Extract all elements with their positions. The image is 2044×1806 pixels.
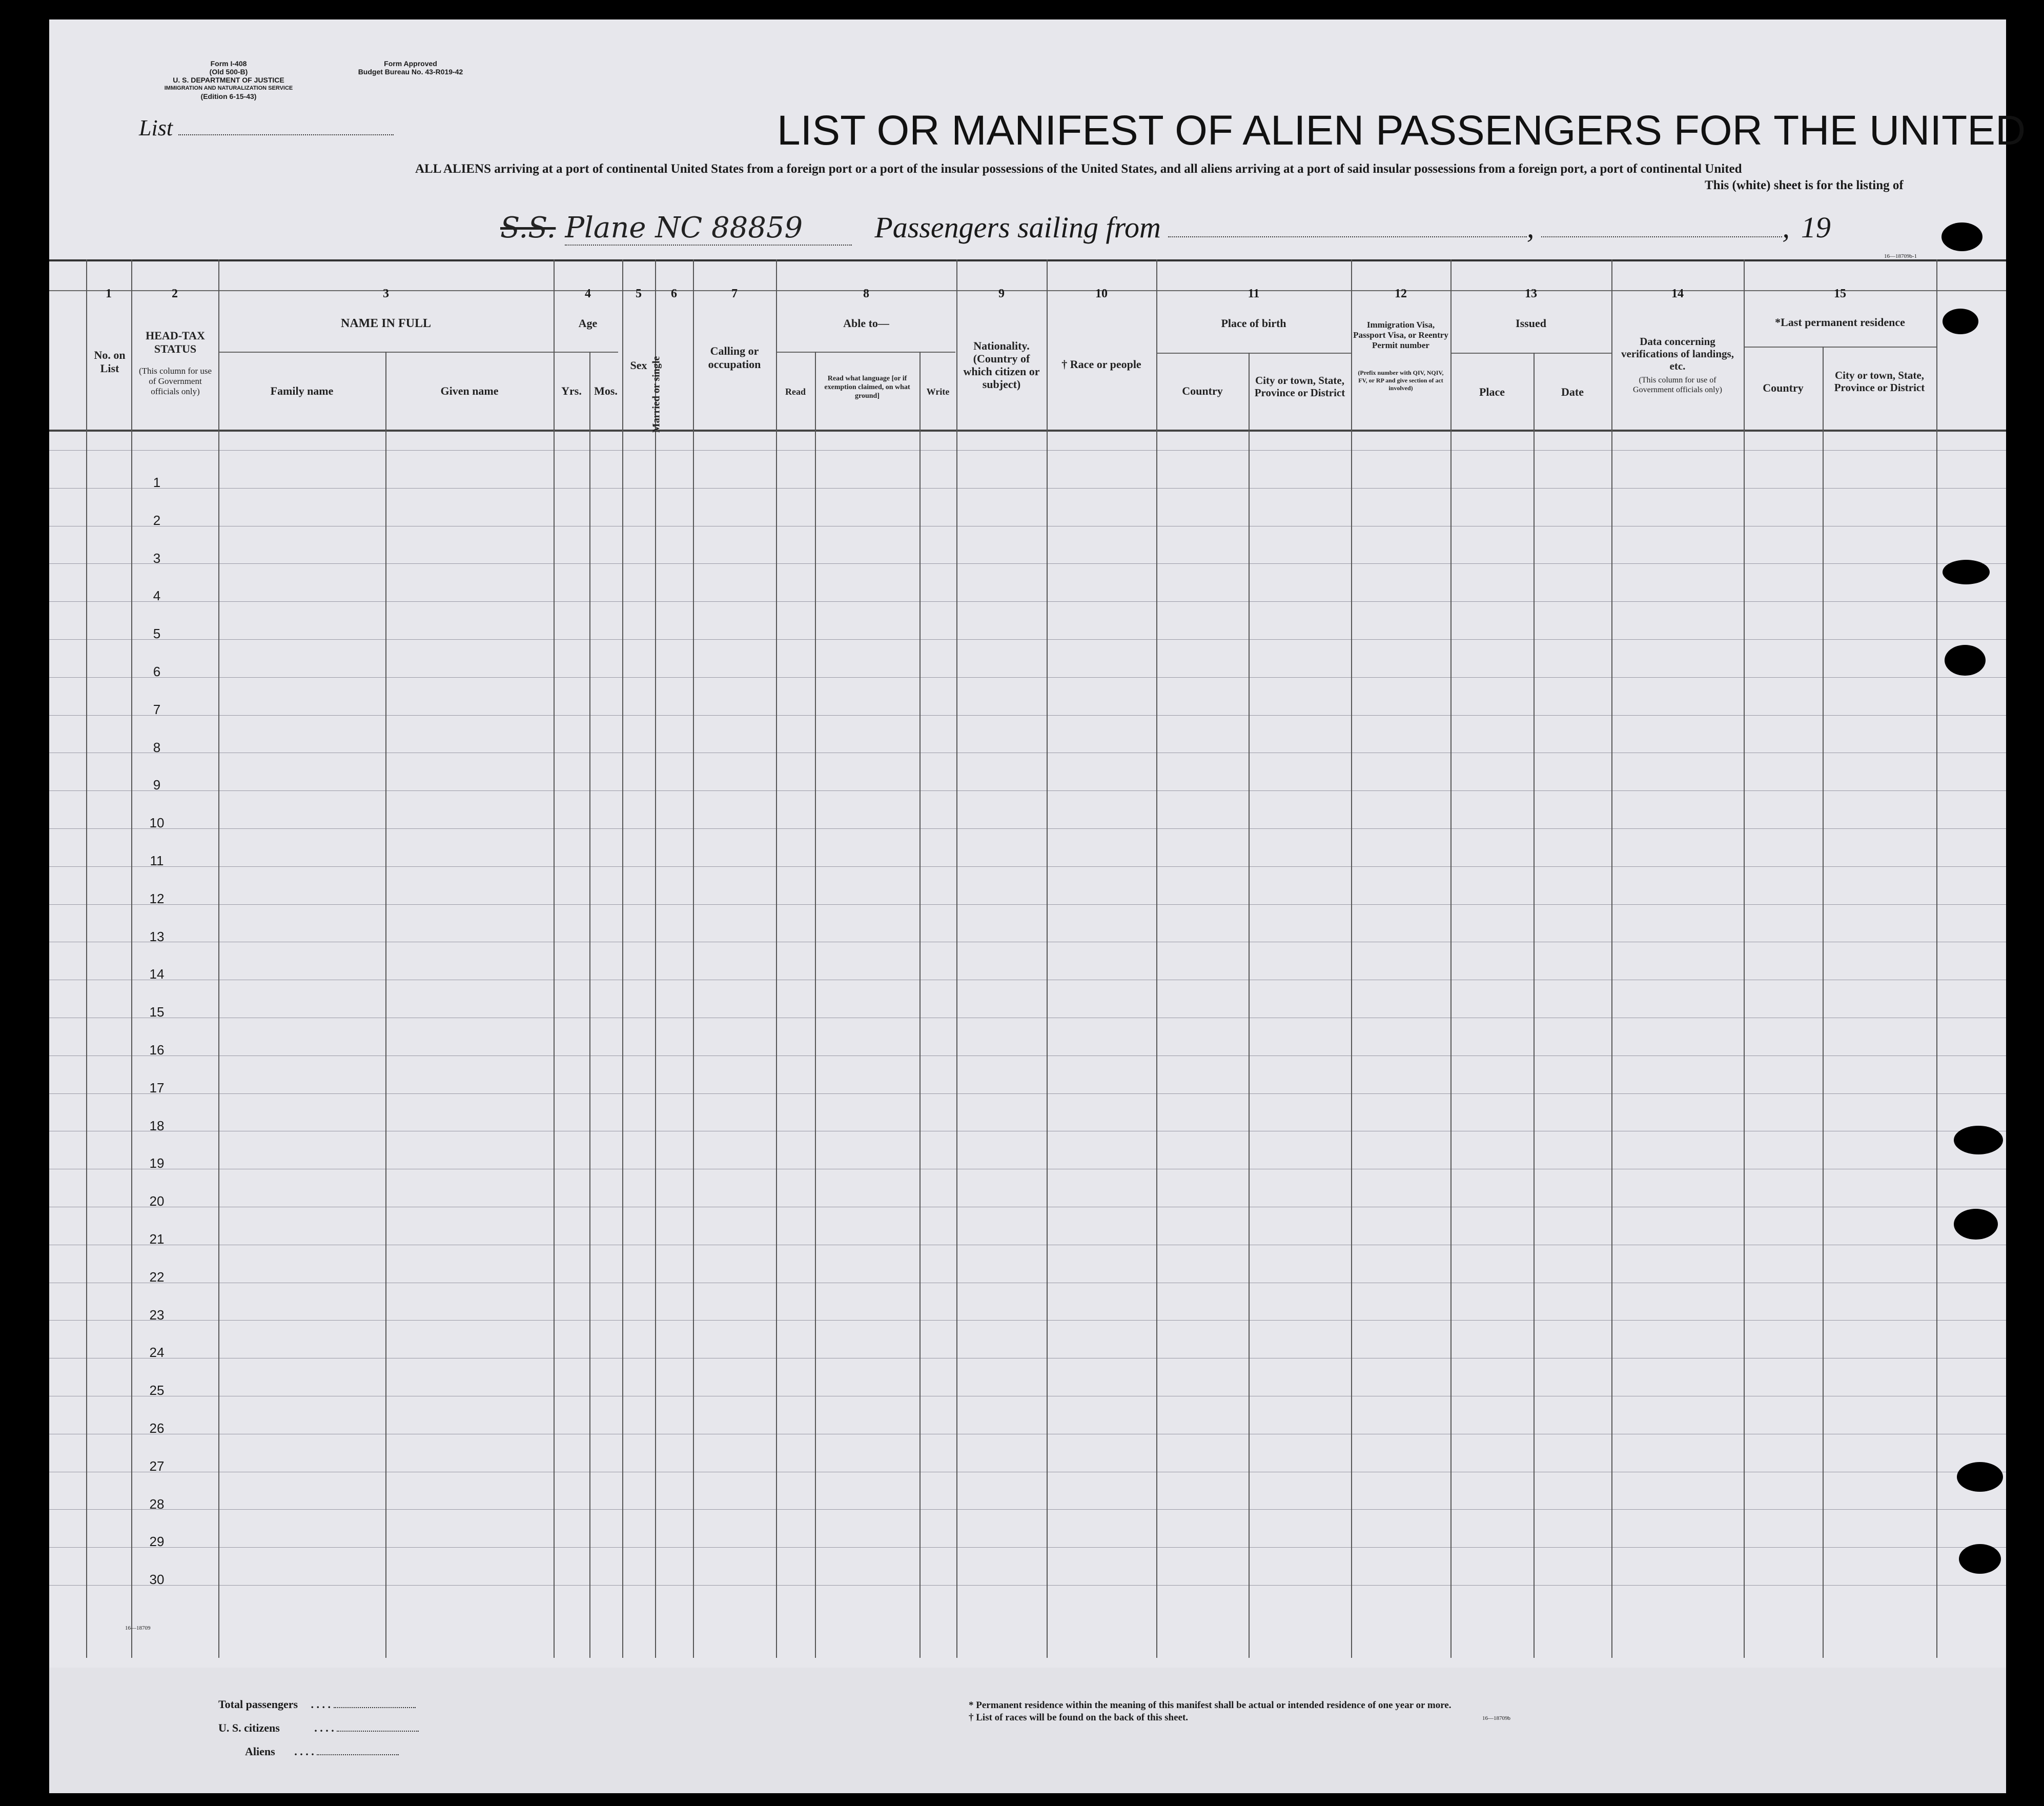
hdr-birth-country: Country	[1182, 384, 1223, 397]
col-line-j	[776, 259, 777, 1658]
row-number: 23	[149, 1307, 165, 1323]
edition-text: (Edition 6-15-43)	[200, 92, 257, 100]
col-line-m	[956, 259, 957, 1658]
punch-hole	[1943, 309, 1978, 334]
row-number: 20	[149, 1193, 165, 1209]
row-number: 26	[149, 1421, 165, 1436]
row-number: 17	[149, 1080, 165, 1095]
punch-hole	[1954, 1209, 1998, 1240]
row-rule	[49, 828, 2006, 829]
punch-hole	[1943, 560, 1990, 584]
punch-hole	[1957, 1462, 2003, 1492]
row-number: 6	[153, 664, 161, 679]
ship-name-handwritten: Plane NC 88859	[565, 211, 852, 246]
row-rule	[49, 904, 2006, 905]
hdr-able-to: Able to—	[843, 317, 889, 330]
row-rule	[49, 866, 2006, 867]
colnum-11: 11	[1248, 287, 1260, 300]
birth-subrule	[1156, 353, 1351, 354]
colnum-8: 8	[863, 287, 869, 300]
header-bottom-rule	[49, 430, 2006, 432]
row-rule	[49, 1509, 2006, 1510]
hdr-race: † Race or people	[1061, 358, 1141, 371]
punch-hole	[1945, 645, 1986, 676]
colnum-3: 3	[383, 287, 389, 300]
able-subrule	[776, 352, 955, 353]
subtitle-line-2: This (white) sheet is for the listing of	[1705, 178, 1904, 192]
footnote-permanent: * Permanent residence within the meaning of this manifest shall be actual or intended residence of one year or more.	[969, 1700, 1452, 1711]
colnum-15: 15	[1834, 287, 1846, 300]
row-rule	[49, 715, 2006, 716]
hdr-yrs: Yrs.	[561, 384, 582, 397]
colnum-6: 6	[671, 287, 677, 300]
punch-hole	[1959, 1544, 2001, 1574]
col-line-c	[218, 259, 219, 1658]
col-line-r	[1450, 259, 1452, 1658]
row-rule	[49, 1547, 2006, 1548]
hdr-nationality: Nationality. (Country of which citizen or subject)	[963, 339, 1040, 391]
col-line-b	[131, 259, 132, 1658]
hdr-name-in-full: NAME IN FULL	[340, 317, 431, 330]
col-line-i	[693, 259, 694, 1658]
aliens-label: Aliens	[245, 1745, 275, 1758]
row-number: 8	[153, 740, 161, 755]
row-rule	[49, 450, 2006, 451]
row-rule	[49, 563, 2006, 564]
aliens-row	[245, 1745, 399, 1758]
row-number: 22	[149, 1269, 165, 1285]
colnum-2: 2	[172, 287, 178, 300]
row-number: 7	[153, 702, 161, 717]
page-title: LIST OR MANIFEST OF ALIEN PASSENGERS FOR THE UNITED	[777, 107, 2026, 154]
issued-subrule	[1450, 353, 1611, 354]
col-line-e	[554, 259, 555, 1658]
col-line-f	[589, 352, 590, 1658]
punch-hole	[1954, 1126, 2003, 1154]
row-number: 10	[149, 815, 165, 830]
col-line-t	[1611, 259, 1612, 1658]
aliens-blank	[317, 1754, 399, 1755]
row-number: 2	[153, 513, 161, 528]
hdr-data-concerning: Data concerning verifications of landings, etc.	[1621, 335, 1734, 372]
hdr-last-residence: *Last permanent residence	[1775, 316, 1905, 329]
row-number: 15	[149, 1004, 165, 1020]
hdr-res-city: City or town, State, Province or District	[1834, 369, 1925, 394]
punch-hole	[1941, 222, 1982, 251]
col-line-v	[1823, 347, 1824, 1658]
col-line-d	[385, 352, 386, 1658]
list-label: List	[139, 115, 173, 140]
form-id-block	[162, 59, 295, 100]
col-line-q	[1351, 259, 1352, 1658]
col-line-o	[1156, 259, 1157, 1658]
print-code: 16—18709b-1	[1884, 253, 1917, 259]
col-line-l	[919, 352, 921, 1658]
hdr-issued: Issued	[1516, 317, 1546, 330]
hdr-sex: Sex	[630, 359, 647, 372]
colnum-9: 9	[998, 287, 1005, 300]
colnum-7: 7	[731, 287, 738, 300]
hdr-head-tax-note: (This column for use of Government officials only)	[138, 366, 212, 396]
col-line-a	[86, 259, 87, 1658]
col-line-s	[1534, 353, 1535, 1658]
approval-block	[357, 59, 464, 76]
colnum-13: 13	[1525, 287, 1537, 300]
subtitle-line-1: ALL ALIENS arriving at a port of continental United States from a foreign port or a port of the insular possessions of the United States, and all aliens arriving at a port of said insular possessions from a foreign port, a port of continental United	[415, 162, 1742, 176]
department-name: U. S. DEPARTMENT OF JUSTICE	[173, 76, 284, 84]
row-number: 12	[149, 891, 165, 906]
row-number: 30	[149, 1572, 165, 1587]
footnote-races: † List of races will be found on the back of this sheet.	[969, 1712, 1189, 1723]
hdr-given-name: Given name	[440, 384, 499, 397]
col-line-h	[655, 259, 656, 1658]
ship-line: S.S. Plane NC 88859 Passengers sailing from , , 19	[500, 211, 1831, 245]
row-rule	[49, 677, 2006, 678]
col-line-w	[1936, 259, 1937, 1658]
hdr-immigration-visa: Immigration Visa, Passport Visa, or Reentry Permit number	[1353, 320, 1448, 350]
hdr-head-tax: HEAD-TAX STATUS	[146, 329, 205, 355]
total-passengers-blank	[334, 1707, 416, 1708]
colnum-10: 10	[1095, 287, 1108, 300]
service-name: IMMIGRATION AND NATURALIZATION SERVICE	[164, 85, 293, 91]
colnum-rule	[49, 290, 2006, 291]
ss-prefix: S.S.	[500, 211, 556, 245]
hdr-birth-city: City or town, State, Province or District	[1254, 374, 1345, 399]
sailing-from-label: Passengers sailing from	[874, 211, 1161, 244]
hdr-issued-place: Place	[1479, 385, 1505, 398]
aliens-dots: . . . .	[294, 1745, 314, 1758]
colnum-5: 5	[636, 287, 642, 300]
total-passengers-row	[218, 1698, 416, 1711]
hdr-calling: Calling or occupation	[708, 344, 761, 371]
col-line-k	[815, 352, 816, 1658]
row-number: 11	[150, 853, 164, 868]
row-number: 5	[153, 626, 161, 641]
row-number: 9	[153, 777, 161, 793]
hdr-no-on-list: No. on List	[94, 349, 126, 375]
colnum-14: 14	[1671, 287, 1684, 300]
hdr-mos: Mos.	[594, 384, 618, 397]
row-number: 16	[149, 1042, 165, 1058]
table-top-rule	[49, 259, 2006, 261]
row-number: 21	[149, 1231, 165, 1247]
row-rule	[49, 790, 2006, 791]
row-number: 24	[149, 1345, 165, 1360]
form-number: Form I-408	[210, 59, 247, 68]
col-line-n	[1047, 259, 1048, 1658]
hdr-read: Read	[785, 387, 806, 397]
name-subrule	[218, 352, 618, 353]
row-rule	[49, 1320, 2006, 1321]
hdr-issued-date: Date	[1561, 385, 1584, 398]
date-blank	[1541, 236, 1782, 237]
hdr-place-of-birth: Place of birth	[1221, 317, 1286, 330]
row-number: 27	[149, 1458, 165, 1474]
hdr-data-note: (This column for use of Government officials only)	[1633, 376, 1722, 394]
list-blank	[178, 134, 394, 135]
row-number: 29	[149, 1534, 165, 1549]
form-old-number: (Old 500-B)	[209, 68, 248, 76]
budget-bureau: Budget Bureau No. 43-R019-42	[358, 68, 463, 76]
row-rule	[49, 639, 2006, 640]
footnote-code: 16—18709b	[1482, 1715, 1510, 1721]
us-citizens-blank	[337, 1731, 419, 1732]
hdr-write: Write	[926, 387, 950, 397]
us-citizens-row	[218, 1721, 419, 1735]
total-passengers-label: Total passengers	[218, 1698, 298, 1711]
colnum-4: 4	[585, 287, 591, 300]
row-number: 19	[149, 1155, 165, 1171]
colnum-1: 1	[106, 287, 112, 300]
row-number: 3	[153, 551, 161, 566]
hdr-read-what: Read what language [or if exemption claimed, on what ground]	[824, 375, 910, 400]
row-number: 28	[149, 1496, 165, 1512]
row-number: 25	[149, 1383, 165, 1398]
row-number: 14	[149, 966, 165, 982]
manifest-sheet	[49, 19, 2026, 1793]
hdr-family-name: Family name	[270, 384, 334, 397]
hdr-age: Age	[578, 317, 598, 330]
total-passengers-dots: . . . .	[311, 1698, 331, 1711]
hdr-married: Married or single	[650, 356, 662, 433]
row-rule	[49, 601, 2006, 602]
col-line-g	[622, 259, 623, 1658]
us-citizens-label: U. S. citizens	[218, 1721, 280, 1734]
row-number: 13	[149, 929, 165, 944]
year-prefix: 19	[1801, 211, 1831, 244]
col-line-u	[1744, 259, 1745, 1658]
colnum-12: 12	[1395, 287, 1407, 300]
port-blank	[1168, 236, 1527, 237]
col-line-p	[1249, 353, 1250, 1658]
row-rule	[49, 1585, 2006, 1586]
row-rule	[49, 1093, 2006, 1094]
row-number: 1	[153, 475, 161, 490]
bottom-code: 16—18709	[125, 1625, 151, 1631]
row-rule	[49, 488, 2006, 489]
hdr-visa-note: (Prefix number with QIV, NQIV, FV, or RP and give section of act involved)	[1358, 369, 1444, 392]
residence-subrule	[1744, 347, 1936, 348]
row-number: 18	[149, 1118, 165, 1133]
row-number: 4	[153, 588, 161, 603]
hdr-res-country: Country	[1763, 381, 1804, 394]
list-field	[139, 115, 394, 141]
form-approved: Form Approved	[384, 59, 437, 68]
us-citizens-dots: . . . .	[314, 1721, 334, 1734]
